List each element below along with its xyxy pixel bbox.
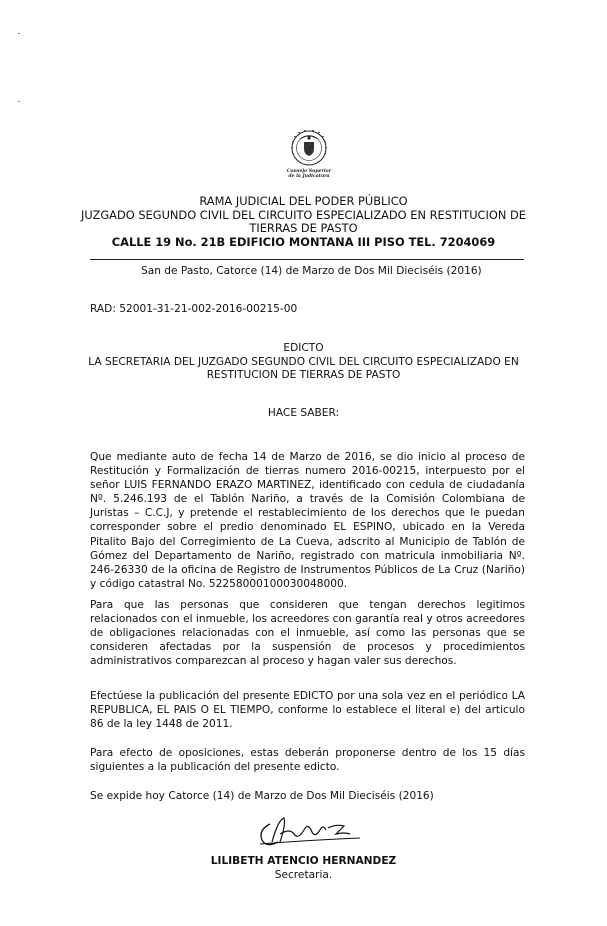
seal-caption-line1: Consejo Superior bbox=[286, 169, 332, 174]
scan-mark bbox=[18, 101, 20, 102]
signatory-name: LILIBETH ATENCIO HERNANDEZ bbox=[210, 855, 397, 867]
body-paragraph-2: Para que las personas que consideren que tengan derechos legitimos relacionados con el inmueble, los acreedores con garantía real y otros acreedores de obligaciones relacionadas con el inmueble, así como las personas que se consideren afectadas por la suspensión de procesos y procedimientos administrativos comparezcan al proceso y hagan valer sus derechos. bbox=[90, 599, 525, 668]
header-address: CALLE 19 No. 21B EDIFICIO MONTANA III PISO TEL. 7204069 bbox=[111, 235, 496, 249]
handwritten-signature-icon bbox=[252, 812, 367, 854]
body-paragraph-3: Efectúese la publicación del presente EDICTO por una sola vez en el periódico LA REPUBLICA, EL PAIS O EL TIEMPO, conforme lo establece el literal e) del articulo 86 de la ley 1448 de 2011. bbox=[90, 690, 525, 731]
header-divider bbox=[90, 259, 524, 260]
header-line1: RAMA JUDICIAL DEL PODER PÚBLICO bbox=[199, 194, 408, 208]
edict-subtitle-line1: LA SECRETARIA DEL JUZGADO SEGUNDO CIVIL DEL CIRCUITO ESPECIALIZADO EN bbox=[88, 356, 519, 368]
signatory-role: Secretaria. bbox=[274, 869, 333, 881]
body-paragraph-4: Para efecto de oposiciones, estas deberán proponerse dentro de los 15 días siguientes a la publicación del presente edicto. bbox=[90, 747, 525, 774]
coat-of-arms-seal-icon bbox=[278, 128, 340, 180]
judiciary-seal bbox=[278, 128, 340, 180]
date-line: San de Pasto, Catorce (14) de Marzo de Dos Mil Dieciséis (2016) bbox=[141, 265, 482, 277]
body-paragraph-5: Se expide hoy Catorce (14) de Marzo de Dos Mil Dieciséis (2016) bbox=[90, 790, 434, 802]
scan-mark bbox=[18, 33, 20, 34]
seal-caption-line2: de la Judicatura bbox=[288, 174, 330, 179]
header-line3: TIERRAS DE PASTO bbox=[249, 221, 358, 235]
signature bbox=[252, 812, 367, 854]
rad-number: RAD: 52001-31-21-002-2016-00215-00 bbox=[90, 303, 298, 315]
header-line2: JUZGADO SEGUNDO CIVIL DEL CIRCUITO ESPECIALIZADO EN RESTITUCION DE bbox=[81, 208, 526, 222]
edict-title: EDICTO bbox=[283, 342, 324, 354]
body-paragraph-1: Que mediante auto de fecha 14 de Marzo de 2016, se dio inicio al proceso de Restitución y Formalización de tierras numero 2016-00215, interpuesto por el señor LUIS FERNANDO ERAZO MARTINEZ, identificado con cedula de ciudadanía Nº. 5.246.193 de el Tablón Nariño, a través de la Comisión Colombiana de Juristas – C.C.J, y pretende el restablecimiento de los derechos que le puedan corresponder sobre el predio denominado EL ESPINO, ubicado en la Vereda Pitalito Bajo del Corregimiento de La Cueva, adscrito al Municipio de Tablón de Gómez del Departamento de Nariño, registrado con matricula inmobiliaria Nº. 246-26330 de la oficina de Registro de Instrumentos Públicos de La Cruz (Nariño) y código catastral No. 52258000100030048000. bbox=[90, 451, 525, 590]
edict-subtitle-line2: RESTITUCION DE TIERRAS DE PASTO bbox=[206, 369, 401, 381]
hace-saber-heading: HACE SABER: bbox=[267, 407, 340, 419]
